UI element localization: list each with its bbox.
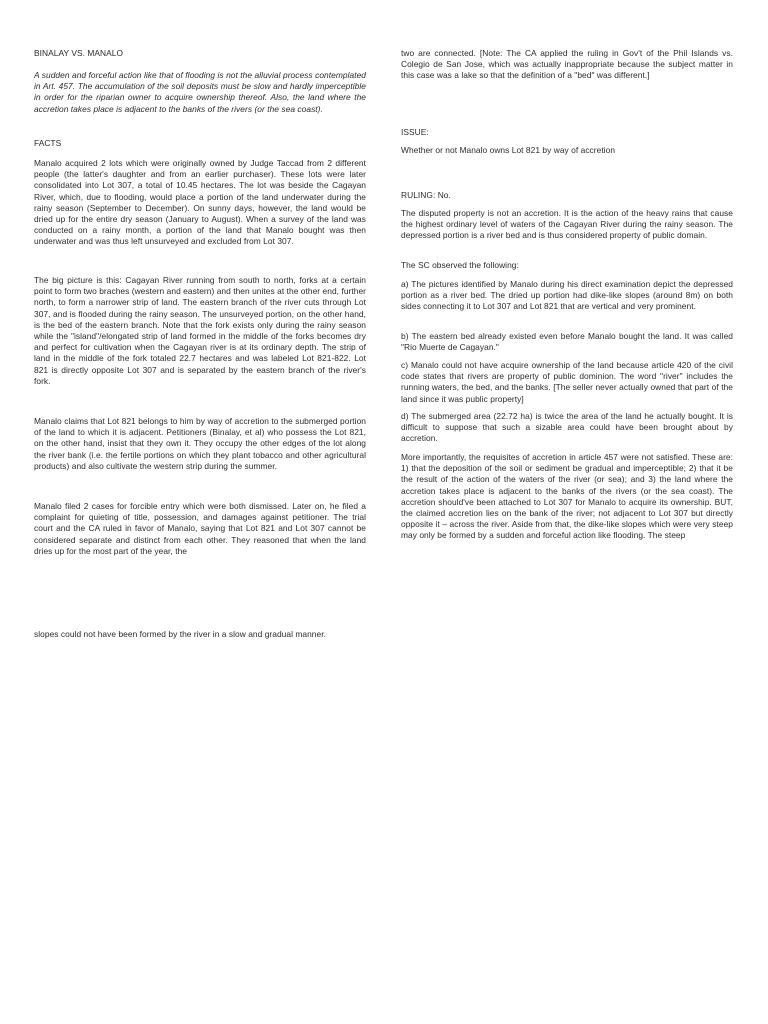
- observation-c: c) Manalo could not have acquire ownership of the land because article 420 of the civil code states that rivers are property of public dominion. The word "river" includes the running waters, the bed, and the banks. [The seller never actually owned that part of the land since it was public property]: [401, 360, 733, 404]
- case-title: BINALAY VS. MANALO: [34, 48, 124, 58]
- doctrine-paragraph: A sudden and forceful action like that of flooding is not the alluvial process contemplated in Art. 457. The accumulation of the soil deposits must be slow and hardly imperceptible in order for the riparian owner to acquire ownership thereof. Also, the land where the accretion takes place is adjacent to the banks of the rivers (or the sea coast).: [34, 70, 366, 114]
- continuation-paragraph: two are connected. [Note: The CA applied the ruling in Gov't of the Phil Islands vs. Colegio de San Jose, which was actually inappropriate because the subject matter in this case was a lake so that the definition of a "bed" was different.]: [401, 48, 733, 81]
- facts-paragraph-5: slopes could not have been formed by the river in a slow and gradual manner.: [34, 629, 326, 639]
- facts-paragraph-4: Manalo filed 2 cases for forcible entry which were both dismissed. Later on, he filed a complaint for quieting of title, possession, and damages against petitioner. The trial court and the CA ruled in favor of Manalo, saying that Lot 821 and Lot 307 cannot be considered separate and distinct from each other. They reasoned that when the land dries up for the most part of the year, the: [34, 501, 366, 556]
- sc-observed-text: The SC observed the following:: [401, 260, 519, 270]
- issue-heading: ISSUE:: [401, 127, 429, 137]
- facts-paragraph-2: The big picture is this: Cagayan River running from south to north, forks at a certain point to form two braches (western and eastern) and then unites at the other end, further north, to form a narrower strip of land. The eastern branch of the river cuts through Lot 307, and is flooded during the rainy season. The unsurveyed portion, on the other hand, is the bed of the eastern branch. Note that the fork exists only during the rainy season while the "island"/elongated strip of land formed in the middle of the forks becomes dry and perfect for cultivation when the Cagayan river is at its ordinary depth. The strip of land in the middle of the fork totaled 22.7 hectares and was labeled Lot 821-822. Lot 821 is directly opposite Lot 307 and is separated by the eastern branch of the river's fork.: [34, 275, 366, 386]
- facts-heading: FACTS: [34, 138, 62, 148]
- observation-d: d) The submerged area (22.72 ha) is twice the area of the land he actually bought. It is difficult to suppose that such a sizable area could have been brought about by accretion.: [401, 411, 733, 444]
- facts-paragraph-1: Manalo acquired 2 lots which were originally owned by Judge Taccad from 2 different people (the latter's daughter and from an earlier purchaser). These lots were later consolidated into Lot 307, a total of 10.45 hectares. The lot was beside the Cagayan River, which, due to flooding, would place a portion of the land underwater during the rainy season (September to December). On sunny days, however, the land would be dried up for the entire dry season (January to August). When a survey of the land was conducted on a rainy month, a portion of the land that Manalo bought was then underwater and was thus left unsurveyed and excluded from Lot 307.: [34, 158, 366, 247]
- issue-text: Whether or not Manalo owns Lot 821 by way of accretion: [401, 145, 616, 155]
- ruling-heading: RULING: No.: [401, 190, 451, 200]
- ruling-paragraph-1: The disputed property is not an accretion. It is the action of the heavy rains that cause the highest ordinary level of waters of the Cagayan River during the rainy season. The depressed portion is a river bed and is thus considered property of public domain.: [401, 208, 733, 241]
- more-importantly-paragraph: More importantly, the requisites of accretion in article 457 were not satisfied. These are: 1) that the deposition of the soil or sediment be gradual and imperceptible; 2) that it be the result of the action of the waters of the river (or sea); and 3) the land where the accretion takes place is adjacent to the banks of the rivers (or the sea coast). The accretion should've been attached to Lot 307 for Manalo to acquire its ownership. BUT, the claimed accretion lies on the bank of the river; not adjacent to Lot 307 but directly opposite it – across the river. Aside from that, the dike-like slopes which were very steep may only be formed by a sudden and forceful action like flooding. The steep: [401, 452, 733, 541]
- observation-b: b) The eastern bed already existed even before Manalo bought the land. It was called "Rio Muerte de Cagayan.": [401, 331, 733, 353]
- facts-paragraph-3: Manalo claims that Lot 821 belongs to him by way of accretion to the submerged portion of the land to which it is adjacent. Petitioners (Binalay, et al) who possess the Lot 821, on the other hand, insist that they own it. They occupy the other edges of the lot along the river bank (i.e. the fertile portions on which they plant tobacco and other agricultural products) and also cultivate the western strip during the summer.: [34, 416, 366, 471]
- observation-a: a) The pictures identified by Manalo during his direct examination depict the depressed portion as a river bed. The dried up portion had dike-like slopes (around 8m) on both sides connecting it to Lot 307 and Lot 821 that are vertical and very prominent.: [401, 279, 733, 312]
